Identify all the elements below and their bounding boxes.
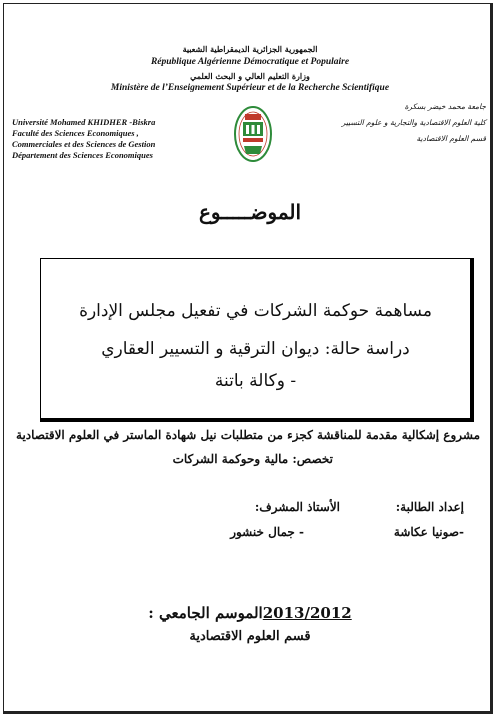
- thesis-title-line-3: - وكالة باتنة: [214, 371, 297, 391]
- subject-title: الموضـــــوع: [198, 200, 302, 224]
- university-name-ar: جامعة محمد خيضر بسكرة: [404, 102, 486, 111]
- department-name-fr: Département des Sciences Economiques: [12, 150, 153, 160]
- university-arabic-block: [336, 99, 486, 147]
- academic-year-line: [0, 604, 500, 622]
- faculty-name-fr: Faculté des Sciences Economiques ,: [12, 128, 139, 138]
- republic-french: République Algérienne Démocratique et Populaire: [150, 57, 350, 67]
- ministry-arabic: وزارة التعليم العالي و البحث العلمي: [190, 71, 310, 81]
- supervisor-label: الأستاذ المشرف:: [254, 500, 340, 514]
- thesis-title-box: [40, 258, 474, 422]
- thesis-title-line-1: مساهمة حوكمة الشركات في تفعيل مجلس الإدارة: [79, 301, 432, 321]
- department-footer: قسم العلوم الاقتصادية: [189, 629, 311, 644]
- academic-year-label: الموسم الجامعي :: [148, 604, 263, 622]
- republic-arabic: الجمهورية الجزائرية الديمقراطية الشعبية: [182, 44, 318, 54]
- faculty-name-ar: كلية العلوم الاقتصادية والتجارية و علوم التسيير: [341, 118, 486, 127]
- student-name: -صونيا عكاشة: [393, 525, 464, 539]
- university-name-fr: Université Mohamed KHIDHER -Biskra: [12, 117, 156, 127]
- academic-year-value: 2013/2012: [262, 604, 352, 622]
- faculty-name-fr-cont: Commerciales et des Sciences de Gestion: [12, 139, 156, 149]
- university-logo: [233, 104, 273, 164]
- thesis-title-line-2: دراسة حالة: ديوان الترقية و التسيير العقاري: [101, 339, 410, 359]
- project-description: مشروع إشكالية مقدمة للمناقشة كجزء من متطلبات نيل شهادة الماستر في العلوم الاقتصادية: [16, 428, 480, 442]
- ministry-french: Ministère de l’Enseignement Supérieur et de la Recherche Scientifique: [110, 83, 390, 93]
- university-french-block: [12, 117, 222, 161]
- department-name-ar: قسم العلوم الاقتصادية: [416, 134, 486, 143]
- specialty: تخصص: مالية وحوكمة الشركات: [172, 452, 333, 466]
- supervisor-name: - جمال خنشور: [230, 525, 304, 539]
- prepared-by-label: إعداد الطالبة:: [395, 500, 464, 514]
